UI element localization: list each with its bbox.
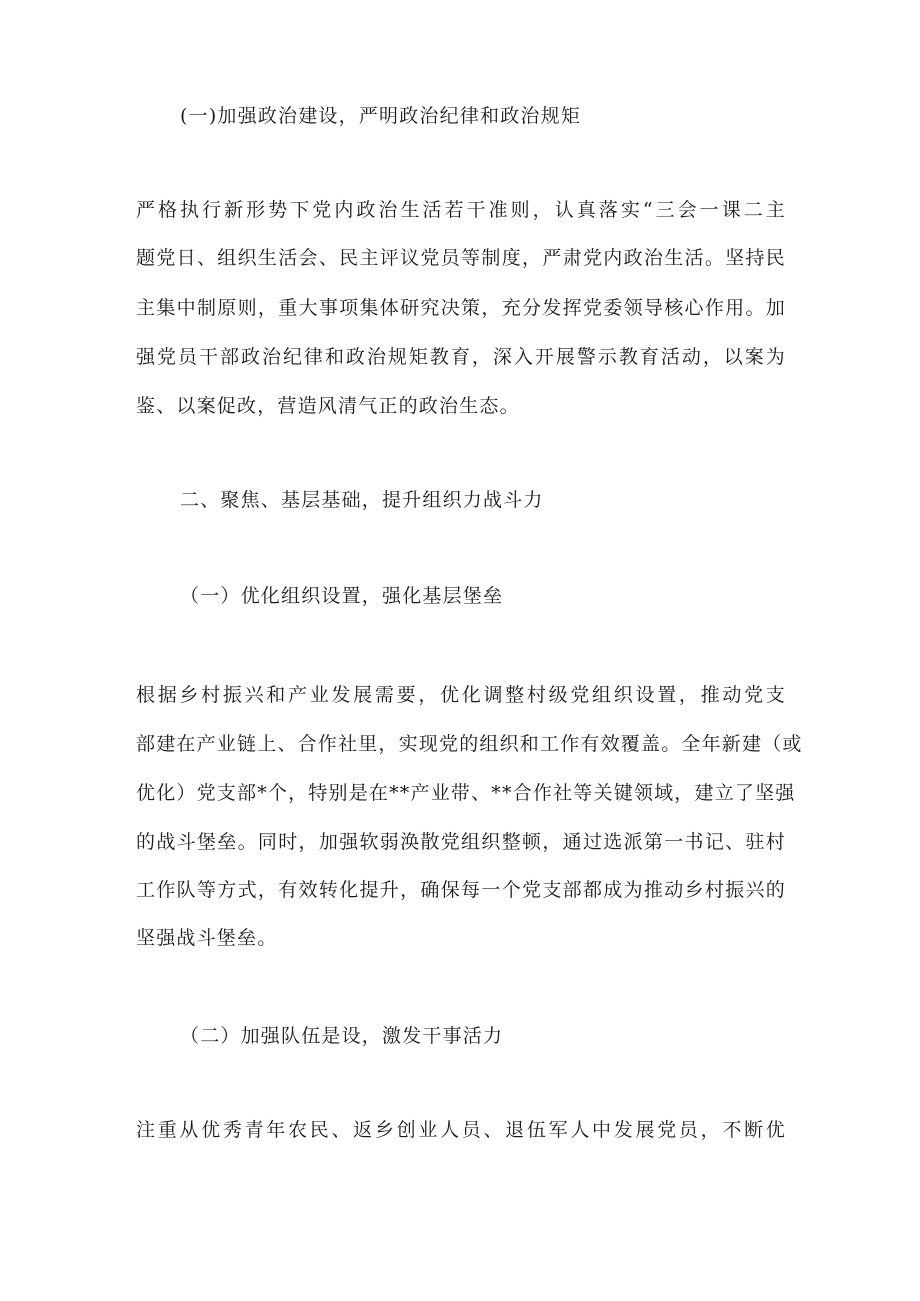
- paragraph-line: 强党员干部政治纪律和政治规矩教育，深入开展警示教育活动，以案为: [136, 346, 786, 368]
- subsection-heading-organization: （一）优化组织设置，强化基层堡垒: [180, 585, 504, 607]
- paragraph-line: 优化）党支部*个，特别是在**产业带、**合作社等关键领域，建立了坚强: [136, 782, 796, 804]
- section-heading-political-construction: (一)加强政治建设，严明政治纪律和政治规矩: [180, 105, 582, 127]
- paragraph-line: 主集中制原则，重大事项集体研究决策，充分发挥党委领导核心作用。加: [136, 297, 786, 319]
- subsection-heading-team: （二）加强队伍是设，激发干事活力: [180, 1025, 504, 1047]
- paragraph-line: 部建在产业链上、合作社里，实现党的组织和工作有效覆盖。全年新建（或: [136, 733, 803, 755]
- paragraph-line: 题党日、组织生活会、民主评议党员等制度，严肃党内政治生活。坚持民: [136, 247, 786, 269]
- paragraph-line: 根据乡村振兴和产业发展需要，优化调整村级党组织设置，推动党支: [136, 684, 786, 706]
- paragraph-line: 鉴、以案促改，营造风清气正的政治生态。: [136, 395, 520, 417]
- paragraph-line: 注重从优秀青年农民、返乡创业人员、退伍军人中发展党员，不断优: [136, 1119, 786, 1141]
- paragraph-line: 的战斗堡垒。同时，加强软弱涣散党组织整顿，通过选派第一书记、驻村: [136, 831, 786, 853]
- paragraph-line: 坚强战斗堡垒。: [136, 927, 278, 949]
- section-heading-grassroots: 二、聚焦、基层基础，提升组织力战斗力: [180, 489, 544, 511]
- paragraph-line: 工作队等方式，有效转化提升，确保每一个党支部都成为推动乡村振兴的: [136, 879, 786, 901]
- paragraph-line: 严格执行新形势下党内政治生活若干准则，认真落实“三会一课二主: [136, 199, 786, 221]
